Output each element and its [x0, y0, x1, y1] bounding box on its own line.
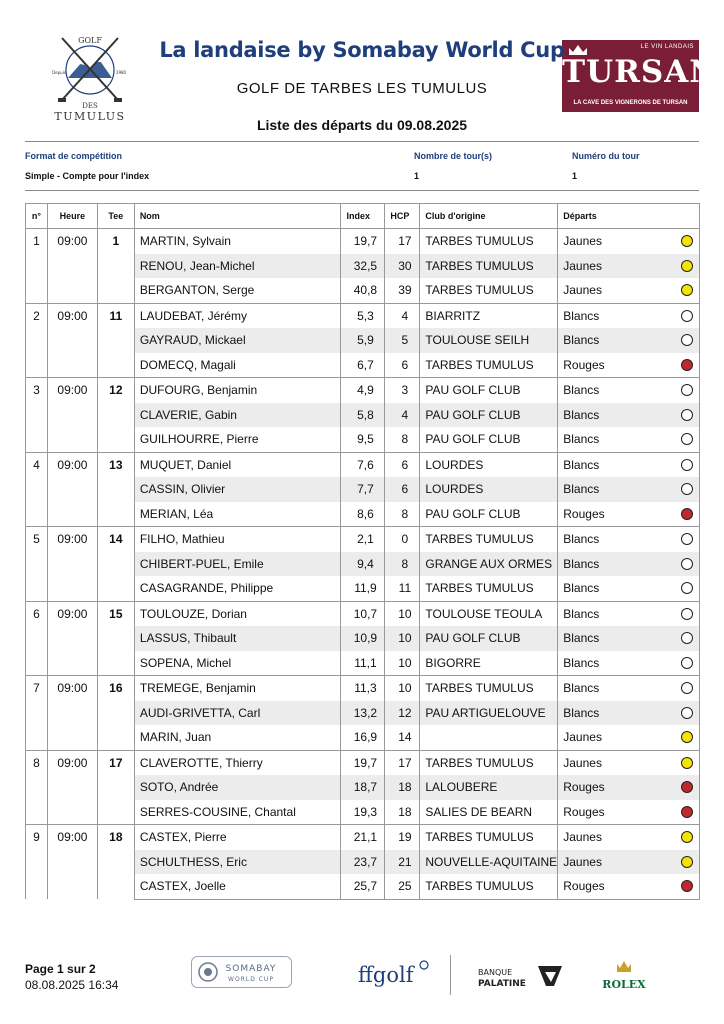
player-hcp: 18 [385, 800, 420, 825]
table-row [26, 825, 700, 850]
tee-marker-icon [681, 582, 693, 594]
player-name: TREMEGE, Benjamin [134, 676, 341, 701]
player-index: 16,9 [341, 725, 385, 750]
tee-color-label: Blancs [563, 581, 600, 596]
player-name: RENOU, Jean-Michel [134, 254, 341, 279]
player-hcp: 12 [385, 701, 420, 726]
round-number-value: 1 [572, 171, 578, 181]
group-number: 7 [26, 676, 48, 751]
player-tee-color [558, 427, 700, 452]
tee-marker-icon [681, 880, 693, 892]
tee-color-label: Blancs [563, 407, 600, 422]
svg-text:PALATINE: PALATINE [478, 979, 526, 989]
player-index: 32,5 [341, 254, 385, 279]
player-tee-color [558, 750, 700, 775]
table-row [26, 378, 700, 403]
group-time: 09:00 [47, 229, 97, 304]
player-name: CLAVEROTTE, Thierry [134, 750, 341, 775]
player-name: LASSUS, Thibault [134, 626, 341, 651]
player-club: BIARRITZ [420, 303, 558, 328]
rounds-value: 1 [414, 171, 420, 181]
player-club: NOUVELLE-AQUITAINE [420, 850, 558, 875]
group-tee: 17 [97, 750, 134, 825]
player-club: PAU GOLF CLUB [420, 502, 558, 527]
player-index: 5,3 [341, 303, 385, 328]
player-club: LOURDES [420, 452, 558, 477]
player-index: 19,7 [341, 750, 385, 775]
group-tee: 16 [97, 676, 134, 751]
player-tee-color [558, 328, 700, 353]
player-tee-color [558, 278, 700, 303]
divider [25, 141, 699, 142]
tee-color-label: Jaunes [563, 730, 602, 745]
table-header-row [26, 204, 700, 229]
player-club: TARBES TUMULUS [420, 750, 558, 775]
table-row [26, 303, 700, 328]
tee-color-label: Blancs [563, 655, 600, 670]
svg-text:BANQUE: BANQUE [478, 968, 513, 977]
tee-color-label: Blancs [563, 482, 600, 497]
svg-text:SOMABAY: SOMABAY [225, 964, 277, 974]
player-name: CASSIN, Olivier [134, 477, 341, 502]
player-tee-color [558, 502, 700, 527]
group-number: 1 [26, 229, 48, 304]
player-index: 21,1 [341, 825, 385, 850]
svg-text:1980: 1980 [115, 70, 127, 75]
svg-text:GOLF: GOLF [78, 36, 102, 45]
player-index: 5,8 [341, 403, 385, 428]
player-name: MARIN, Juan [134, 725, 341, 750]
player-tee-color [558, 254, 700, 279]
player-name: SOPENA, Michel [134, 651, 341, 676]
format-label: Format de compétition [25, 151, 123, 161]
tee-color-label: Blancs [563, 705, 600, 720]
tee-marker-icon [681, 359, 693, 371]
tee-marker-icon [681, 657, 693, 669]
player-club: TARBES TUMULUS [420, 278, 558, 303]
tursan-name: TURSAN [562, 54, 719, 90]
svg-text:Depuis: Depuis [52, 70, 66, 75]
tee-marker-icon [681, 310, 693, 322]
player-tee-color [558, 701, 700, 726]
player-index: 25,7 [341, 874, 385, 899]
player-club: TARBES TUMULUS [420, 254, 558, 279]
group-tee: 18 [97, 825, 134, 900]
tee-marker-icon [681, 334, 693, 346]
tee-color-label: Jaunes [563, 755, 602, 770]
group-tee: 1 [97, 229, 134, 304]
player-tee-color [558, 552, 700, 577]
player-hcp: 17 [385, 750, 420, 775]
player-hcp: 14 [385, 725, 420, 750]
tee-marker-icon [681, 384, 693, 396]
player-index: 9,4 [341, 552, 385, 577]
svg-text:TUMULUS: TUMULUS [54, 110, 126, 123]
player-tee-color [558, 378, 700, 403]
player-hcp: 11 [385, 576, 420, 601]
player-club: TOULOUSE SEILH [420, 328, 558, 353]
player-hcp: 18 [385, 775, 420, 800]
svg-text:DES: DES [82, 102, 98, 110]
group-number: 9 [26, 825, 48, 900]
player-hcp: 10 [385, 651, 420, 676]
player-hcp: 8 [385, 427, 420, 452]
player-tee-color [558, 725, 700, 750]
player-club: PAU GOLF CLUB [420, 403, 558, 428]
svg-text:ffgolf: ffgolf [358, 963, 414, 987]
tee-marker-icon [681, 260, 693, 272]
player-tee-color [558, 229, 700, 254]
svg-text:ROLEX: ROLEX [602, 978, 646, 991]
player-hcp: 6 [385, 452, 420, 477]
player-tee-color [558, 353, 700, 378]
course-name: GOLF DE TARBES LES TUMULUS [236, 80, 488, 97]
player-club: BIGORRE [420, 651, 558, 676]
player-tee-color [558, 850, 700, 875]
player-club: LOURDES [420, 477, 558, 502]
player-hcp: 21 [385, 850, 420, 875]
player-tee-color [558, 651, 700, 676]
tee-color-label: Blancs [563, 556, 600, 571]
player-club: LALOUBERE [420, 775, 558, 800]
player-tee-color [558, 303, 700, 328]
player-hcp: 5 [385, 328, 420, 353]
col-header-heure: Heure [47, 204, 97, 229]
player-name: MERIAN, Léa [134, 502, 341, 527]
tee-marker-icon [681, 284, 693, 296]
player-name: CLAVERIE, Gabin [134, 403, 341, 428]
group-time: 09:00 [47, 378, 97, 453]
player-club: TOULOUSE TEOULA [420, 601, 558, 626]
tee-marker-icon [681, 806, 693, 818]
tee-marker-icon [681, 831, 693, 843]
player-name: LAUDEBAT, Jérémy [134, 303, 341, 328]
player-hcp: 6 [385, 477, 420, 502]
player-name: DUFOURG, Benjamin [134, 378, 341, 403]
player-club: TARBES TUMULUS [420, 874, 558, 899]
tee-color-label: Blancs [563, 383, 600, 398]
tee-color-label: Blancs [563, 606, 600, 621]
player-hcp: 10 [385, 601, 420, 626]
tee-color-label: Blancs [563, 333, 600, 348]
player-tee-color [558, 874, 700, 899]
group-tee: 12 [97, 378, 134, 453]
tee-color-label: Jaunes [563, 854, 602, 869]
col-header-nom: Nom [134, 204, 341, 229]
player-name: CASAGRANDE, Philippe [134, 576, 341, 601]
group-number: 5 [26, 527, 48, 602]
player-hcp: 0 [385, 527, 420, 552]
tee-marker-icon [681, 508, 693, 520]
player-name: CASTEX, Joelle [134, 874, 341, 899]
col-header-index: Index [341, 204, 385, 229]
player-index: 19,7 [341, 229, 385, 254]
player-index: 23,7 [341, 850, 385, 875]
player-index: 7,6 [341, 452, 385, 477]
tee-color-label: Jaunes [563, 234, 602, 249]
tee-marker-icon [681, 483, 693, 495]
tee-marker-icon [681, 235, 693, 247]
player-hcp: 17 [385, 229, 420, 254]
tee-marker-icon [681, 731, 693, 743]
col-header-tee: Tee [97, 204, 134, 229]
player-index: 11,1 [341, 651, 385, 676]
player-club: TARBES TUMULUS [420, 229, 558, 254]
page-title: La landaise by Somabay World Cup [159, 38, 565, 62]
tee-color-label: Rouges [563, 804, 605, 819]
tee-times-table [25, 203, 700, 900]
tee-color-label: Rouges [563, 506, 605, 521]
player-club: TARBES TUMULUS [420, 353, 558, 378]
tursan-tagline: LA CAVE DES VIGNERONS DE TURSAN [573, 100, 688, 106]
group-time: 09:00 [47, 825, 97, 900]
tee-color-label: Jaunes [563, 258, 602, 273]
divider [25, 190, 699, 191]
player-name: SOTO, Andrée [134, 775, 341, 800]
tee-color-label: Blancs [563, 681, 600, 696]
tee-marker-icon [681, 608, 693, 620]
tee-marker-icon [681, 707, 693, 719]
player-name: SERRES-COUSINE, Chantal [134, 800, 341, 825]
table-row [26, 527, 700, 552]
round-number-label: Numéro du tour [572, 151, 640, 161]
group-number: 4 [26, 452, 48, 527]
footer-divider [450, 955, 451, 995]
tee-color-label: Blancs [563, 432, 600, 447]
print-date: 08.08.2025 16:34 [25, 978, 119, 992]
tee-color-label: Blancs [563, 457, 600, 472]
player-tee-color [558, 477, 700, 502]
tee-color-label: Jaunes [563, 283, 602, 298]
player-name: BERGANTON, Serge [134, 278, 341, 303]
player-tee-color [558, 825, 700, 850]
player-hcp: 8 [385, 502, 420, 527]
tee-marker-icon [681, 682, 693, 694]
player-index: 9,5 [341, 427, 385, 452]
player-name: GUILHOURRE, Pierre [134, 427, 341, 452]
player-name: TOULOUZE, Dorian [134, 601, 341, 626]
player-tee-color [558, 452, 700, 477]
tee-marker-icon [681, 632, 693, 644]
rounds-label: Nombre de tour(s) [414, 151, 493, 161]
tee-color-label: Blancs [563, 631, 600, 646]
player-name: CASTEX, Pierre [134, 825, 341, 850]
player-tee-color [558, 775, 700, 800]
player-index: 11,3 [341, 676, 385, 701]
table-row [26, 750, 700, 775]
player-club: GRANGE AUX ORMES [420, 552, 558, 577]
somabay-logo [191, 956, 292, 988]
player-index: 8,6 [341, 502, 385, 527]
player-hcp: 4 [385, 403, 420, 428]
group-tee: 15 [97, 601, 134, 676]
col-header-hcp: HCP [385, 204, 420, 229]
player-name: DOMECQ, Magali [134, 353, 341, 378]
table-row [26, 676, 700, 701]
player-tee-color [558, 601, 700, 626]
player-hcp: 4 [385, 303, 420, 328]
group-number: 8 [26, 750, 48, 825]
player-index: 13,2 [341, 701, 385, 726]
player-index: 11,9 [341, 576, 385, 601]
tee-marker-icon [681, 433, 693, 445]
player-club: PAU GOLF CLUB [420, 626, 558, 651]
player-hcp: 8 [385, 552, 420, 577]
group-tee: 11 [97, 303, 134, 378]
player-index: 10,9 [341, 626, 385, 651]
player-name: SCHULTHESS, Eric [134, 850, 341, 875]
player-index: 4,9 [341, 378, 385, 403]
player-index: 19,3 [341, 800, 385, 825]
format-value: Simple - Compte pour l'index [25, 171, 150, 181]
player-club: TARBES TUMULUS [420, 527, 558, 552]
player-index: 2,1 [341, 527, 385, 552]
group-tee: 14 [97, 527, 134, 602]
player-club: TARBES TUMULUS [420, 576, 558, 601]
tee-marker-icon [681, 533, 693, 545]
player-tee-color [558, 576, 700, 601]
player-index: 18,7 [341, 775, 385, 800]
group-tee: 13 [97, 452, 134, 527]
tee-color-label: Rouges [563, 879, 605, 894]
table-row [26, 601, 700, 626]
tee-marker-icon [681, 856, 693, 868]
player-index: 40,8 [341, 278, 385, 303]
player-hcp: 30 [385, 254, 420, 279]
player-tee-color [558, 527, 700, 552]
page-subtitle: Liste des départs du 09.08.2025 [256, 117, 468, 133]
tee-marker-icon [681, 781, 693, 793]
svg-text:WORLD CUP: WORLD CUP [228, 976, 274, 983]
tee-color-label: Rouges [563, 357, 605, 372]
tee-color-label: Jaunes [563, 830, 602, 845]
player-index: 10,7 [341, 601, 385, 626]
page-number: Page 1 sur 2 [25, 962, 96, 976]
player-tee-color [558, 403, 700, 428]
banque-palatine-logo [476, 964, 566, 990]
col-header-departs: Départs [558, 204, 700, 229]
player-club: SALIES DE BEARN [420, 800, 558, 825]
player-name: AUDI-GRIVETTA, Carl [134, 701, 341, 726]
player-name: CHIBERT-PUEL, Emile [134, 552, 341, 577]
col-header-n: n° [26, 204, 48, 229]
group-time: 09:00 [47, 527, 97, 602]
player-index: 5,9 [341, 328, 385, 353]
group-number: 2 [26, 303, 48, 378]
player-name: GAYRAUD, Mickael [134, 328, 341, 353]
tee-marker-icon [681, 757, 693, 769]
table-row [26, 229, 700, 254]
tee-color-label: Blancs [563, 532, 600, 547]
player-tee-color [558, 800, 700, 825]
player-club: PAU GOLF CLUB [420, 378, 558, 403]
player-club: PAU GOLF CLUB [420, 427, 558, 452]
player-hcp: 10 [385, 676, 420, 701]
tee-marker-icon [681, 459, 693, 471]
tee-marker-icon [681, 558, 693, 570]
player-tee-color [558, 676, 700, 701]
player-club: PAU ARTIGUELOUVE [420, 701, 558, 726]
player-index: 7,7 [341, 477, 385, 502]
group-time: 09:00 [47, 452, 97, 527]
player-club: TARBES TUMULUS [420, 825, 558, 850]
player-name: MARTIN, Sylvain [134, 229, 341, 254]
group-time: 09:00 [47, 601, 97, 676]
tee-color-label: Rouges [563, 780, 605, 795]
player-name: FILHO, Mathieu [134, 527, 341, 552]
group-time: 09:00 [47, 676, 97, 751]
tee-marker-icon [681, 409, 693, 421]
tee-color-label: Blancs [563, 308, 600, 323]
player-name: MUQUET, Daniel [134, 452, 341, 477]
player-club [420, 725, 558, 750]
col-header-club: Club d'origine [420, 204, 558, 229]
player-club: TARBES TUMULUS [420, 676, 558, 701]
group-number: 3 [26, 378, 48, 453]
player-hcp: 6 [385, 353, 420, 378]
rolex-logo [592, 958, 656, 992]
group-time: 09:00 [47, 303, 97, 378]
tursan-tag: LE VIN LANDAIS [640, 44, 694, 50]
player-index: 6,7 [341, 353, 385, 378]
player-hcp: 10 [385, 626, 420, 651]
player-hcp: 39 [385, 278, 420, 303]
group-time: 09:00 [47, 750, 97, 825]
ffgolf-logo [356, 958, 432, 988]
player-tee-color [558, 626, 700, 651]
group-number: 6 [26, 601, 48, 676]
player-hcp: 3 [385, 378, 420, 403]
player-hcp: 19 [385, 825, 420, 850]
table-row [26, 452, 700, 477]
player-hcp: 25 [385, 874, 420, 899]
